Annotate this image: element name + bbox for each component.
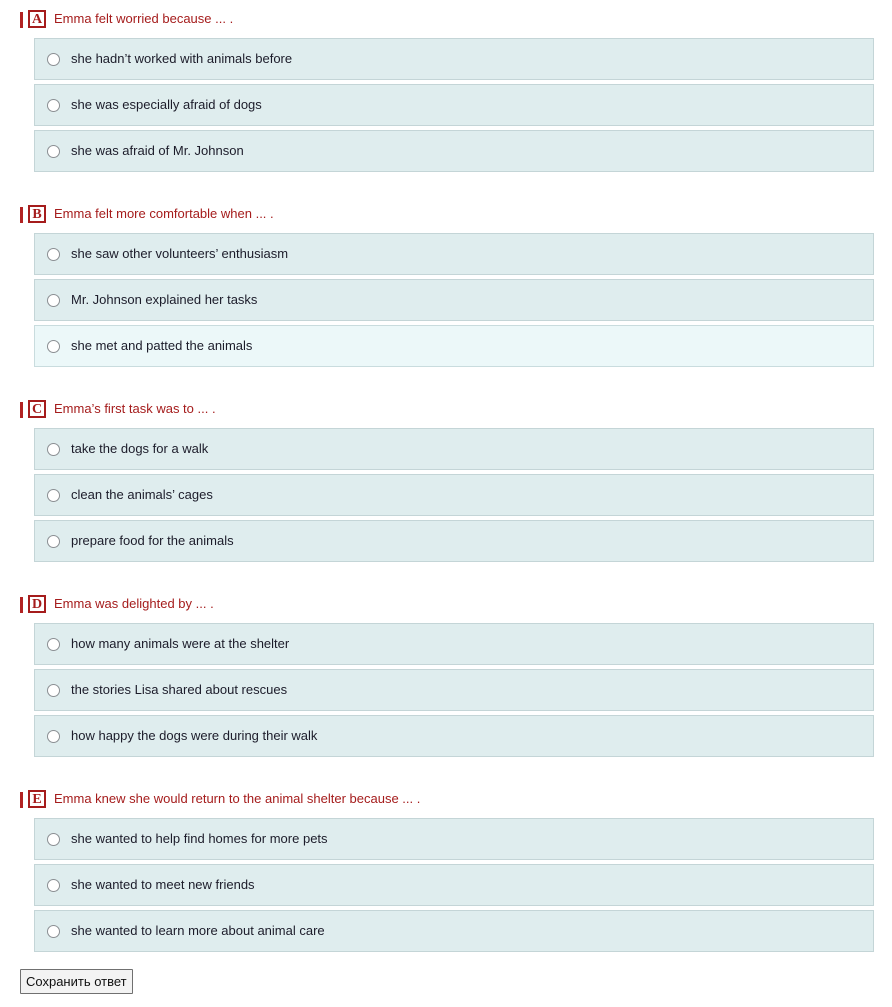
answer-option-label: the stories Lisa shared about rescues	[71, 682, 288, 697]
question-marker-bar	[20, 597, 23, 613]
question-b	[0, 203, 892, 371]
radio-button[interactable]	[47, 684, 60, 697]
question-a	[0, 8, 892, 176]
question-letter-badge: C	[28, 400, 46, 418]
answer-option[interactable]	[34, 325, 874, 367]
answer-option-label: she was especially afraid of dogs	[71, 97, 262, 112]
question-d	[0, 593, 892, 761]
question-text: Emma was delighted by ... .	[54, 596, 214, 611]
answer-option-label: she was afraid of Mr. Johnson	[71, 143, 244, 158]
radio-button[interactable]	[47, 489, 60, 502]
answer-option[interactable]	[34, 233, 874, 275]
answer-option-label: take the dogs for a walk	[71, 441, 209, 456]
question-header	[0, 398, 892, 422]
question-text: Emma felt more comfortable when ... .	[54, 206, 274, 221]
answer-option-label: how many animals were at the shelter	[71, 636, 290, 651]
answer-option-label: she wanted to meet new friends	[71, 877, 255, 892]
question-marker-bar	[20, 792, 23, 808]
question-header	[0, 8, 892, 32]
question-letter-badge: D	[28, 595, 46, 613]
radio-button[interactable]	[47, 730, 60, 743]
radio-button[interactable]	[47, 294, 60, 307]
radio-button[interactable]	[47, 145, 60, 158]
radio-button[interactable]	[47, 925, 60, 938]
question-text: Emma felt worried because ... .	[54, 11, 234, 26]
question-c	[0, 398, 892, 566]
answer-option[interactable]	[34, 818, 874, 860]
answer-option[interactable]	[34, 428, 874, 470]
answer-option-label: prepare food for the animals	[71, 533, 234, 548]
radio-button[interactable]	[47, 638, 60, 651]
radio-button[interactable]	[47, 248, 60, 261]
answer-option[interactable]	[34, 279, 874, 321]
answer-option[interactable]	[34, 715, 874, 757]
answer-option-label: she met and patted the animals	[71, 338, 253, 353]
radio-button[interactable]	[47, 879, 60, 892]
question-letter-badge: E	[28, 790, 46, 808]
question-marker-bar	[20, 207, 23, 223]
answer-option[interactable]	[34, 38, 874, 80]
answer-option[interactable]	[34, 864, 874, 906]
question-text: Emma’s first task was to ... .	[54, 401, 216, 416]
save-answer-button[interactable]: Сохранить ответ	[20, 969, 133, 994]
answer-option[interactable]	[34, 669, 874, 711]
answer-option-label: she wanted to learn more about animal care	[71, 923, 325, 938]
question-e	[0, 788, 892, 956]
radio-button[interactable]	[47, 443, 60, 456]
answer-option[interactable]	[34, 910, 874, 952]
answer-option-label: Mr. Johnson explained her tasks	[71, 292, 258, 307]
answer-option[interactable]	[34, 623, 874, 665]
radio-button[interactable]	[47, 340, 60, 353]
answer-option-label: she saw other volunteers’ enthusiasm	[71, 246, 289, 261]
question-letter-badge: B	[28, 205, 46, 223]
question-text: Emma knew she would return to the animal shelter because ... .	[54, 791, 421, 806]
question-header	[0, 788, 892, 812]
answer-option-label: she wanted to help find homes for more pets	[71, 831, 328, 846]
answer-option[interactable]	[34, 520, 874, 562]
question-header	[0, 593, 892, 617]
answer-option[interactable]	[34, 84, 874, 126]
answer-option-label: clean the animals’ cages	[71, 487, 213, 502]
question-marker-bar	[20, 12, 23, 28]
question-marker-bar	[20, 402, 23, 418]
radio-button[interactable]	[47, 53, 60, 66]
answer-option[interactable]	[34, 130, 874, 172]
question-header	[0, 203, 892, 227]
answer-option-label: how happy the dogs were during their walk	[71, 728, 318, 743]
radio-button[interactable]	[47, 833, 60, 846]
answer-option-label: she hadn’t worked with animals before	[71, 51, 293, 66]
answer-option[interactable]	[34, 474, 874, 516]
radio-button[interactable]	[47, 99, 60, 112]
radio-button[interactable]	[47, 535, 60, 548]
question-letter-badge: A	[28, 10, 46, 28]
